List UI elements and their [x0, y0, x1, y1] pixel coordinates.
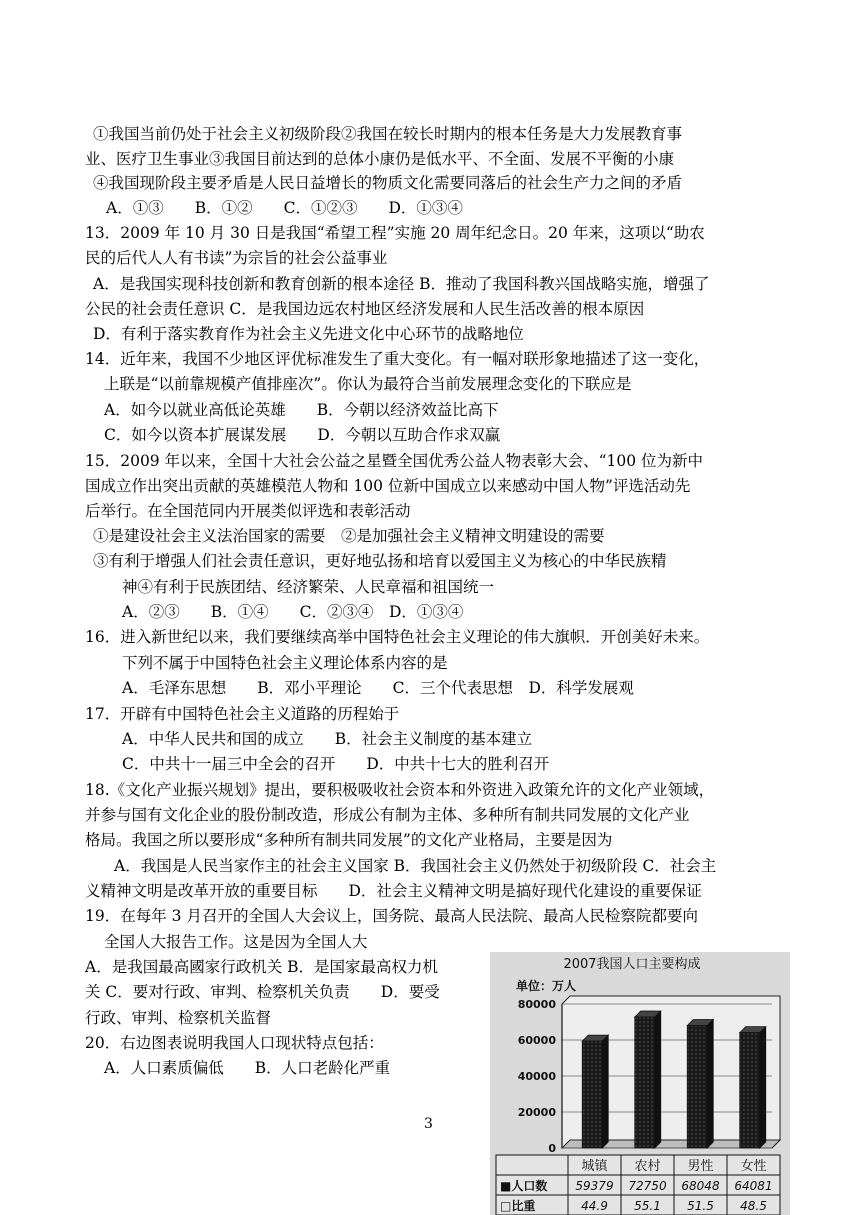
table-row-label: ■人口数 — [500, 1179, 548, 1193]
text-line: 格局。我国之所以要形成“多种所有制共同发展”的文化产业格局，主要是因为 — [85, 831, 613, 849]
text-line: 并参与国有文化企业的股份制改造，形成公有制为主体、多种所有制共同发展的文化产业 — [85, 806, 690, 824]
population-value: 59379 — [575, 1179, 614, 1193]
text-line: A．①③ B．①② C．①②③ D．①③④ — [106, 199, 463, 217]
text-line: 15．2009 年以来，全国十大社会公益之星暨全国优秀公益人物表彰大会、“100 位为新中 — [85, 452, 704, 470]
text-line: 业、医疗卫生事业③我国目前达到的总体小康仍是低水平、不全面、发展不平衡的小康 — [85, 150, 675, 168]
text-line: 17．开辟有中国特色社会主义道路的历程始于 — [85, 705, 400, 723]
text-line: 全国人大报告工作。这是因为全国人大 — [104, 933, 368, 951]
bar-side — [655, 1011, 661, 1148]
ratio-value: 48.5 — [740, 1199, 767, 1213]
text-line: A．是我国实现科技创新和教育创新的根本途径 B．推动了我国科教兴国战略实施，增强了 — [93, 275, 710, 293]
population-chart-svg — [490, 952, 790, 1215]
text-line: 上联是“以前靠规模产值排座次”。你认为最符合当前发展理念变化的下联应是 — [104, 375, 632, 393]
bar — [687, 1026, 707, 1148]
population-chart — [490, 952, 790, 1215]
y-tick-label: 0 — [548, 1142, 556, 1155]
text-line: D．有利于落实教育作为社会主义先进文化中心环节的战略地位 — [93, 325, 524, 343]
y-tick-label: 40000 — [517, 1070, 556, 1083]
page-number: 3 — [424, 1116, 433, 1132]
text-line: 13．2009 年 10 月 30 日是我国“希望工程”实施 20 周年纪念日。20 年来，这项以“助农 — [85, 224, 705, 242]
ratio-value: 44.9 — [581, 1199, 608, 1213]
ratio-value: 51.5 — [687, 1199, 714, 1213]
category-label: 城镇 — [581, 1159, 608, 1174]
category-label: 女性 — [740, 1159, 767, 1174]
population-value: 72750 — [628, 1179, 667, 1193]
chart-title: 2007我国人口主要构成 — [563, 957, 701, 972]
text-line: 14．近年来，我国不少地区评优标准发生了重大变化。有一幅对联形象地描述了这一变化， — [85, 350, 710, 368]
text-line: 下列不属于中国特色社会主义理论体系内容的是 — [122, 654, 448, 672]
ratio-value: 55.1 — [634, 1199, 661, 1213]
bar — [635, 1017, 655, 1148]
text-line: 公民的社会责任意识 C．是我国边远农村地区经济发展和人民生活改善的根本原因 — [85, 300, 645, 318]
bar — [582, 1041, 602, 1148]
text-line: A．毛泽东思想 B．邓小平理论 C．三个代表思想 D．科学发展观 — [122, 679, 634, 697]
text-line: 义精神文明是改革开放的重要目标 D．社会主义精神文明是搞好现代化建设的重要保证 — [85, 882, 702, 900]
text-line: ④我国现阶段主要矛盾是人民日益增长的物质文化需要同落后的社会生产力之间的矛盾 — [93, 174, 683, 192]
text-line: 国成立作出突出贡献的英雄模范人物和 100 位新中国成立以来感动中国人物”评选活动先 — [85, 477, 691, 495]
text-line: 行政、审判、检察机关监督 — [85, 1009, 272, 1027]
y-tick-label: 80000 — [517, 998, 556, 1011]
y-tick-label: 60000 — [517, 1034, 556, 1047]
text-line: 后举行。在全国范同内开展类似评选和表彰活动 — [85, 502, 411, 520]
table-row-label: □比重 — [500, 1199, 536, 1213]
text-line: C．中共十一届三中全会的召开 D．中共十七大的胜利召开 — [122, 755, 550, 773]
bar-side — [602, 1035, 608, 1148]
text-line: A．中华人民共和国的成立 B．社会主义制度的基本建立 — [122, 730, 533, 748]
text-line: ③有利于增强人们社会责任意识，更好地弘扬和培育以爱国主义为核心的中华民族精 — [93, 552, 667, 570]
text-line: 民的后代人人有书读”为宗旨的社会公益事业 — [85, 249, 388, 267]
population-value: 68048 — [681, 1179, 720, 1193]
text-line: 19．在每年 3 月召开的全国人大会议上，国务院、最高人民法院、最高人民检察院都要向 — [85, 907, 698, 925]
text-line: 20．右边图表说明我国人口现状特点包括： — [85, 1034, 384, 1052]
text-line: A．我国是人民当家作主的社会主义国家 B．我国社会主义仍然处于初级阶段 C．社会主 — [114, 857, 717, 875]
text-line: C．如今以资本扩展谋发展 D．今朝以互助合作求双赢 — [104, 426, 501, 444]
text-line: 关 C．要对行政、审判、检察机关负责 D．要受 — [85, 983, 440, 1001]
y-tick-label: 20000 — [517, 1106, 556, 1119]
text-line: A．人口素质偏低 B．人口老龄化严重 — [104, 1059, 391, 1077]
text-line: 18.《文化产业振兴规划》提出，要积极吸收社会资本和外资进入政策允许的文化产业领域， — [85, 781, 715, 799]
unit-label: 单位：万人 — [516, 979, 577, 993]
text-line: 神④有利于民族团结、经济繁荣、人民章福和祖国统一 — [122, 578, 495, 596]
text-line: ①是建设社会主义法治国家的需要 ②是加强社会主义精神文明建设的需要 — [93, 527, 605, 545]
population-value: 64081 — [734, 1179, 773, 1193]
text-line: A．是我国最高國家行政机关 B．是国家最高权力机 — [85, 958, 439, 976]
bar-side — [760, 1027, 766, 1148]
text-line: 16．进入新世纪以来，我们要继续高举中国特色社会主义理论的伟大旗帜．开创美好未来。 — [85, 628, 710, 646]
bar — [740, 1033, 760, 1148]
category-label: 男性 — [687, 1159, 714, 1174]
text-line: A．②③ B．①④ C．②③④ D．①③④ — [122, 603, 464, 621]
text-line: ①我国当前仍处于社会主义初级阶段②我国在较长时期内的根本任务是大力发展教育事 — [93, 125, 683, 143]
bar-side — [707, 1020, 713, 1148]
category-label: 农村 — [634, 1159, 661, 1174]
text-line: A．如今以就业高低论英雄 B．今朝以经济效益比高下 — [104, 401, 499, 419]
